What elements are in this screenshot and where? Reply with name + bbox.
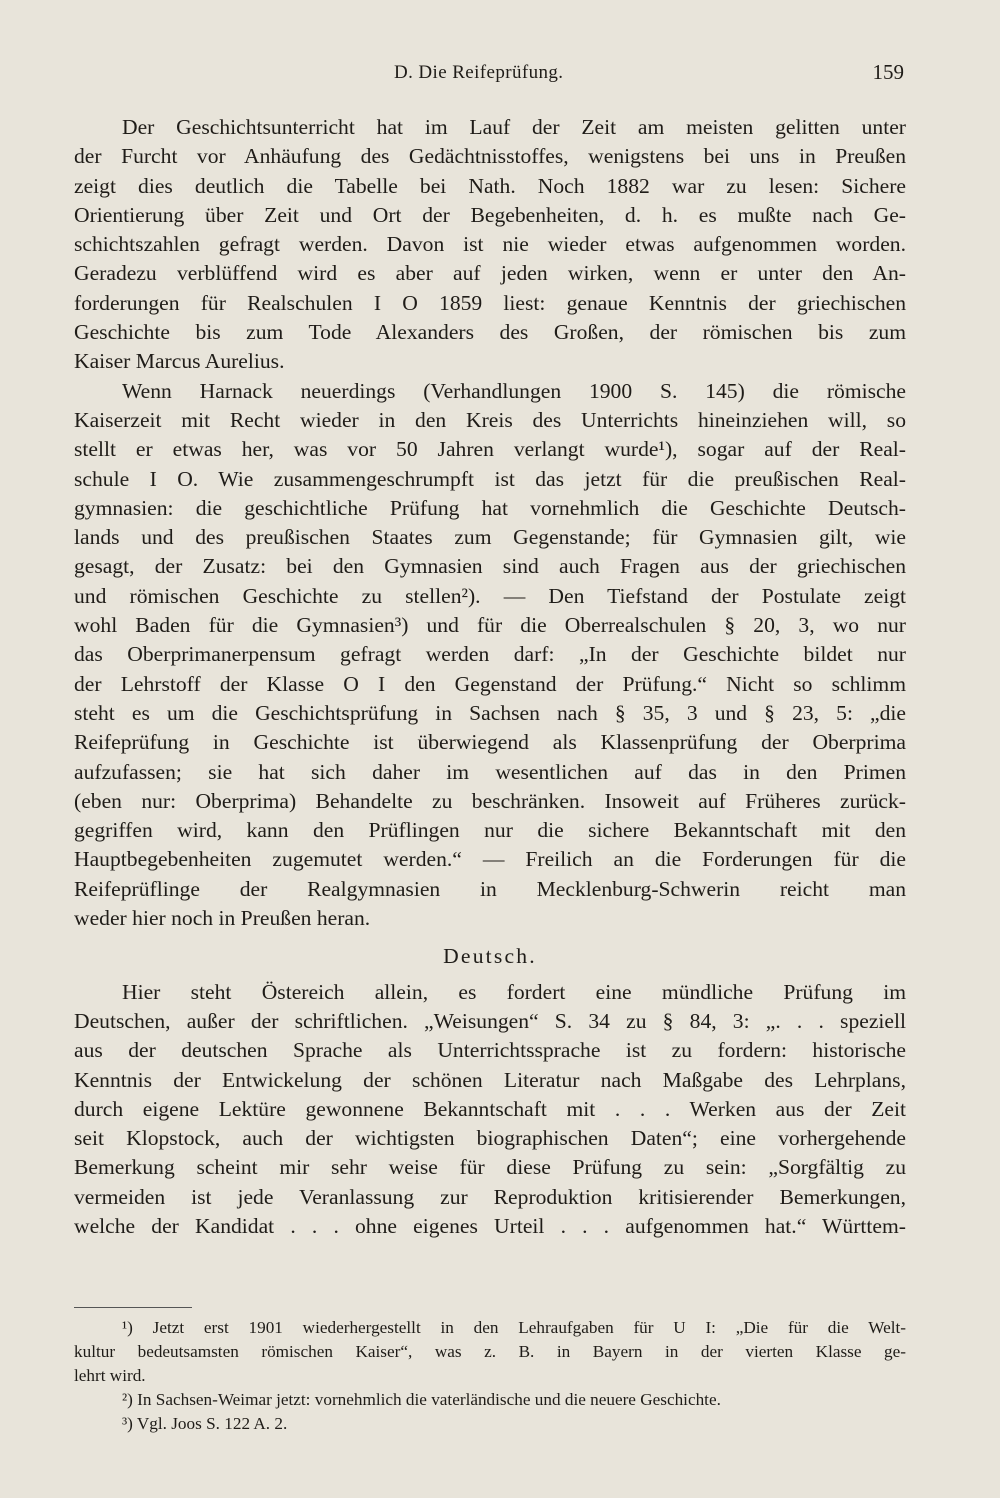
text-line: (eben nur: Oberprima) Behandelte zu beschränken. Insoweit auf Früheres zurück- bbox=[74, 788, 906, 813]
text-line: weder hier noch in Preußen heran. bbox=[74, 906, 371, 931]
text-line: schichtszahlen gefragt werden. Davon ist nie wieder etwas aufgenommen worden. bbox=[74, 232, 906, 257]
footnote-line: ¹) Jetzt erst 1901 wiederhergestellt in den Lehraufgaben für U I: „Die für die Welt- bbox=[122, 1318, 906, 1337]
text-line: vermeiden ist jede Veranlassung zur Reproduktion kritisierender Bemerkungen, bbox=[74, 1184, 906, 1209]
section-heading: Deutsch. bbox=[443, 944, 537, 969]
paragraph-harnack bbox=[74, 377, 906, 934]
main-text bbox=[74, 113, 906, 1241]
text-line: und römischen Geschichte zu stellen²). — Den Tiefstand der Postulate zeigt bbox=[74, 583, 906, 608]
text-line: Kaiser Marcus Aurelius. bbox=[74, 349, 285, 374]
text-line: Hier steht Östereich allein, es fordert eine mündliche Prüfung im bbox=[122, 979, 906, 1004]
footnote-divider bbox=[74, 1307, 192, 1308]
text-line: Hauptbegebenheiten zugemutet werden.“ — Freilich an die Forderungen für die bbox=[74, 847, 906, 872]
footnote-line: ²) In Sachsen-Weimar jetzt: vornehmlich die vaterländische und die neuere Geschichte. bbox=[122, 1390, 721, 1409]
text-line: zeigt dies deutlich die Tabelle bei Nath. Noch 1882 war zu lesen: Sichere bbox=[74, 173, 906, 198]
text-line: der Lehrstoff der Klasse O I den Gegenstand der Prüfung.“ Nicht so schlimm bbox=[74, 671, 906, 696]
footnote-line: ³) Vgl. Joos S. 122 A. 2. bbox=[122, 1414, 288, 1433]
footnote-line: lehrt wird. bbox=[74, 1366, 146, 1385]
text-line: Orientierung über Zeit und Ort der Begebenheiten, d. h. es mußte nach Ge- bbox=[74, 202, 906, 227]
text-line: Kenntnis der Entwickelung der schönen Literatur nach Maßgabe des Lehrplans, bbox=[74, 1067, 906, 1092]
footnote-line: kultur bedeutsamsten römischen Kaiser“, was z. B. in Bayern in der vierten Klasse ge- bbox=[74, 1342, 906, 1361]
text-line: Kaiserzeit mit Recht wieder in den Kreis des Unterrichts hineinziehen will, so bbox=[74, 407, 906, 432]
text-line: steht es um die Geschichtsprüfung in Sachsen nach § 35, 3 und § 23, 5: „die bbox=[74, 700, 906, 725]
text-line: Bemerkung scheint mir sehr weise für diese Prüfung zu sein: „Sorgfältig zu bbox=[74, 1155, 906, 1180]
text-line: aufzufassen; sie hat sich daher im wesentlichen auf das in den Primen bbox=[74, 759, 906, 784]
text-line: wohl Baden für die Gymnasien³) und für die Oberrealschulen § 20, 3, wo nur bbox=[74, 613, 906, 638]
text-line: Deutschen, außer der schriftlichen. „Weisungen“ S. 34 zu § 84, 3: „. . . speziell bbox=[74, 1008, 906, 1033]
paragraph-history bbox=[74, 113, 906, 377]
running-title: D. Die Reifeprüfung. bbox=[394, 62, 564, 83]
text-line: welche der Kandidat . . . ohne eigenes Urteil . . . aufgenommen hat.“ Württem- bbox=[74, 1213, 906, 1238]
text-line: Geradezu verblüffend wird es aber auf jeden wirken, wenn er unter den An- bbox=[74, 261, 906, 286]
text-line: gesagt, der Zusatz: bei den Gymnasien sind auch Fragen aus der griechischen bbox=[74, 554, 906, 579]
text-line: gymnasien: die geschichtliche Prüfung hat vornehmlich die Geschichte Deutsch- bbox=[74, 495, 906, 520]
text-line: Reifeprüflinge der Realgymnasien in Mecklenburg-Schwerin reicht man bbox=[74, 876, 906, 901]
text-line: Geschichte bis zum Tode Alexanders des Großen, der römischen bis zum bbox=[74, 320, 906, 345]
text-line: Reifeprüfung in Geschichte ist überwiegend als Klassenprüfung der Oberprima bbox=[74, 730, 906, 755]
page-number: 159 bbox=[872, 60, 904, 84]
text-line: stellt er etwas her, was vor 50 Jahren verlangt wurde¹), sogar auf der Real- bbox=[74, 437, 906, 462]
text-line: das Oberprimanerpensum gefragt werden darf: „In der Geschichte bildet nur bbox=[74, 642, 906, 667]
text-line: aus der deutschen Sprache als Unterrichtssprache ist zu fordern: historische bbox=[74, 1038, 906, 1063]
text-line: durch eigene Lektüre gewonnene Bekanntschaft mit . . . Werken aus der Zeit bbox=[74, 1096, 906, 1121]
text-line: seit Klopstock, auch der wichtigsten biographischen Daten“; eine vorhergehende bbox=[74, 1126, 906, 1151]
text-line: Der Geschichtsunterricht hat im Lauf der Zeit am meisten gelitten unter bbox=[122, 115, 906, 139]
text-line: forderungen für Realschulen I O 1859 liest: genaue Kenntnis der griechischen bbox=[74, 290, 906, 315]
paragraph-deutsch bbox=[74, 978, 906, 1242]
text-line: gegriffen wird, kann den Prüflingen nur die sichere Bekanntschaft mit den bbox=[74, 818, 906, 843]
text-line: der Furcht vor Anhäufung des Gedächtnisstoffes, wenigstens bei uns in Preußen bbox=[74, 144, 906, 169]
text-line: schule I O. Wie zusammengeschrumpft ist das jetzt für die preußischen Real- bbox=[74, 466, 906, 491]
text-line: lands und des preußischen Staates zum Gegenstande; für Gymnasien gilt, wie bbox=[74, 525, 906, 550]
footnotes bbox=[74, 1316, 906, 1436]
text-line: Wenn Harnack neuerdings (Verhandlungen 1900 S. 145) die römische bbox=[122, 378, 906, 403]
running-header bbox=[74, 62, 904, 94]
